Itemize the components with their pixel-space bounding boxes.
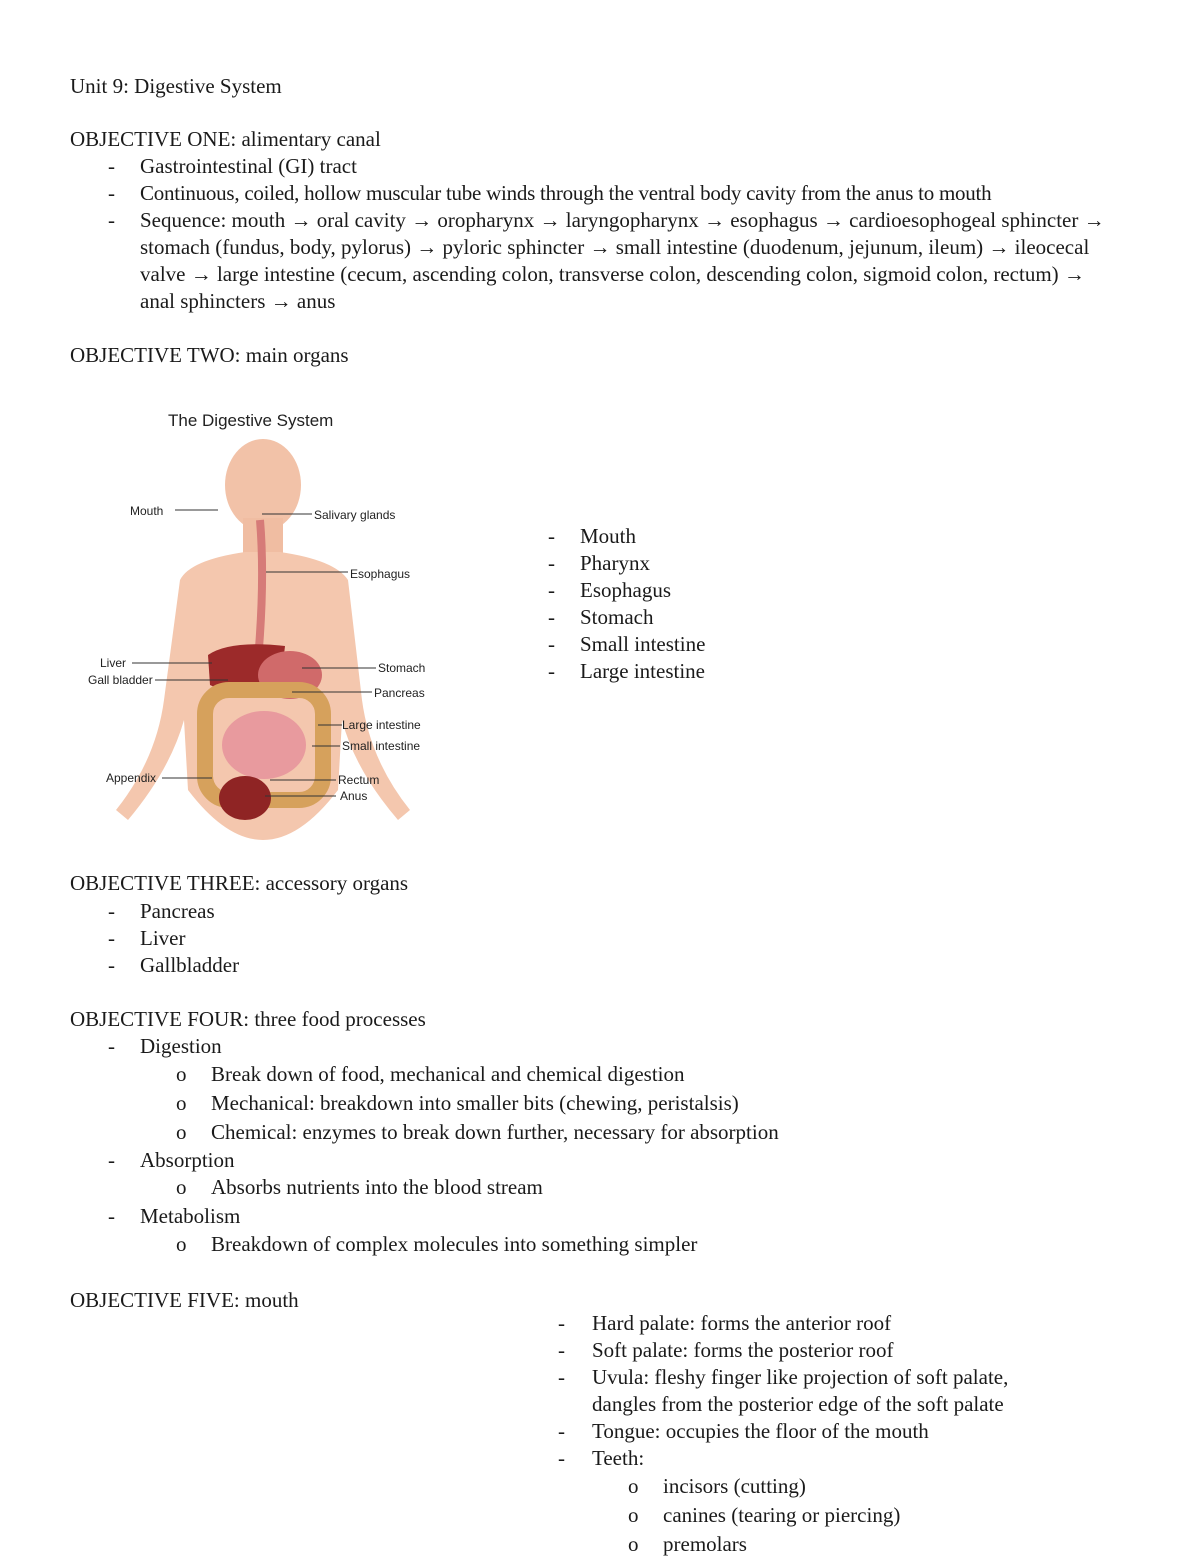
bladder-shape [219, 776, 271, 820]
obj5-item-teeth: Teeth: [592, 1446, 645, 1470]
obj4-absorption-sub-1: Absorbs nutrients into the blood stream [211, 1175, 543, 1199]
bullet-dash: - [548, 551, 555, 575]
bullet-circle: o [628, 1474, 639, 1498]
obj2-item-esophagus: Esophagus [580, 578, 671, 602]
teeth-canines: canines (tearing or piercing) [663, 1503, 901, 1527]
label-anus: Anus [340, 789, 368, 803]
objective-one-heading: OBJECTIVE ONE: alimentary canal [70, 127, 381, 151]
label-esophagus: Esophagus [350, 567, 411, 581]
label-large-intestine: Large intestine [342, 718, 421, 732]
obj1-item-2: Continuous, coiled, hollow muscular tube winds through the ventral body cavity from the anus to mouth [140, 181, 992, 205]
bullet-dash: - [548, 632, 555, 656]
obj3-item-liver: Liver [140, 926, 186, 950]
bullet-dash: - [558, 1446, 565, 1470]
bullet-dash: - [108, 926, 115, 950]
bullet-dash: - [108, 1034, 115, 1058]
teeth-premolars: premolars [663, 1532, 747, 1556]
bullet-dash: - [108, 1204, 115, 1228]
obj4-digestion-sub-3: Chemical: enzymes to break down further, necessary for absorption [211, 1120, 779, 1144]
bullet-dash: - [548, 659, 555, 683]
obj4-item-metabolism: Metabolism [140, 1204, 241, 1228]
obj4-item-absorption: Absorption [140, 1148, 235, 1172]
label-gall-bladder: Gall bladder [88, 673, 153, 687]
bullet-dash: - [548, 578, 555, 602]
bullet-dash: - [548, 605, 555, 629]
bullet-circle: o [176, 1175, 187, 1199]
obj2-item-small-intestine: Small intestine [580, 632, 706, 656]
bullet-dash: - [548, 524, 555, 548]
page-title: Unit 9: Digestive System [70, 74, 282, 98]
obj4-metabolism-sub-1: Breakdown of complex molecules into something simpler [211, 1232, 698, 1256]
objective-four-heading: OBJECTIVE FOUR: three food processes [70, 1007, 426, 1031]
obj4-item-digestion: Digestion [140, 1034, 222, 1058]
bullet-circle: o [628, 1532, 639, 1556]
label-mouth: Mouth [130, 504, 164, 518]
obj2-item-pharynx: Pharynx [580, 551, 650, 575]
obj1-item-3-sequence: Sequence: mouth → oral cavity → oropharynx → laryngopharynx → esophagus → cardioesophogeal sphincter → stomach (fundus, body, pylorus) → pyloric sphincter → small intestine (duodenum, jejunum, ileum) → ileocecal valve → large intestine (cecum, ascending colon, transverse colon, descending colon, sigmoid colon, rectum) → anal sphincters → anus [140, 208, 1105, 313]
label-rectum: Rectum [338, 773, 380, 787]
objective-two-heading: OBJECTIVE TWO: main organs [70, 343, 349, 367]
obj4-digestion-sub-2: Mechanical: breakdown into smaller bits (chewing, peristalsis) [211, 1091, 739, 1115]
objective-five-heading: OBJECTIVE FIVE: mouth [70, 1288, 299, 1312]
obj5-item-soft-palate: Soft palate: forms the posterior roof [592, 1338, 894, 1362]
obj5-item-hard-palate: Hard palate: forms the anterior roof [592, 1311, 892, 1335]
label-salivary-glands: Salivary glands [314, 508, 396, 522]
bullet-dash: - [108, 154, 115, 178]
bullet-dash: - [108, 1148, 115, 1172]
bullet-dash: - [558, 1419, 565, 1443]
obj1-item-1: Gastrointestinal (GI) tract [140, 154, 357, 178]
obj5-item-tongue: Tongue: occupies the floor of the mouth [592, 1419, 929, 1443]
obj2-item-mouth: Mouth [580, 524, 637, 548]
bullet-circle: o [628, 1503, 639, 1527]
obj4-digestion-sub-1: Break down of food, mechanical and chemical digestion [211, 1062, 685, 1086]
bullet-dash: - [108, 899, 115, 923]
teeth-incisors: incisors (cutting) [663, 1474, 806, 1498]
small-intestine-shape [222, 711, 306, 779]
label-appendix: Appendix [106, 771, 157, 785]
obj3-item-pancreas: Pancreas [140, 899, 215, 923]
digestive-system-figure [80, 400, 445, 845]
label-stomach: Stomach [378, 661, 426, 675]
bullet-dash: - [108, 953, 115, 977]
bullet-circle: o [176, 1120, 187, 1144]
label-small-intestine: Small intestine [342, 739, 421, 753]
bullet-dash: - [558, 1338, 565, 1362]
objective-three-heading: OBJECTIVE THREE: accessory organs [70, 871, 409, 895]
bullet-circle: o [176, 1232, 187, 1256]
obj5-item-uvula: Uvula: fleshy finger like projection of soft palate, dangles from the posterior edge of the soft palate [592, 1365, 1009, 1416]
obj2-item-stomach: Stomach [580, 605, 654, 629]
label-pancreas: Pancreas [374, 686, 425, 700]
bullet-dash: - [558, 1311, 565, 1335]
obj2-item-large-intestine: Large intestine [580, 659, 705, 683]
label-liver: Liver [100, 656, 127, 670]
bullet-circle: o [176, 1091, 187, 1115]
esophagus-shape [258, 520, 262, 660]
bullet-dash: - [108, 208, 115, 232]
figure-title: The Digestive System [168, 411, 334, 430]
obj3-item-gallbladder: Gallbladder [140, 953, 240, 977]
bullet-dash: - [108, 181, 115, 205]
bullet-dash: - [558, 1365, 565, 1389]
bullet-circle: o [176, 1062, 187, 1086]
